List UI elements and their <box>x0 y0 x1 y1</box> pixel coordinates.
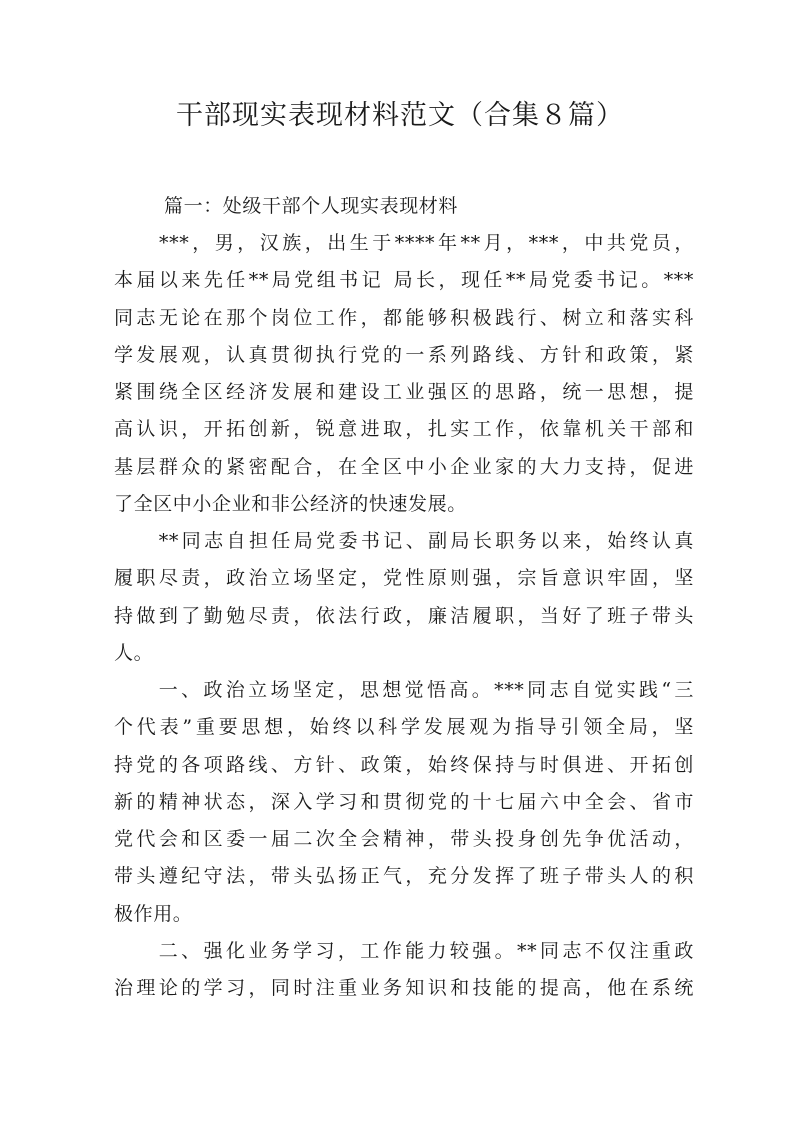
paragraph-line: 高认识，开拓创新，锐意进取，扎实工作，依靠机关干部和 <box>114 418 694 441</box>
paragraph-line: 个代表”重要思想，始终以科学发展观为指导引领全局，坚 <box>114 716 694 739</box>
paragraph-line: 极作用。 <box>114 902 193 925</box>
paragraph-line: 基层群众的紧密配合，在全区中小企业家的大力支持，促进 <box>114 455 694 478</box>
document-title: 干部现实表现材料范文（合集８篇） <box>176 100 624 131</box>
paragraph-line: 了全区中小企业和非公经济的快速发展。 <box>114 493 467 516</box>
paragraph-line: 持党的各项路线、方针、政策，始终保持与时俱进、开拓创 <box>114 753 694 776</box>
paragraph-line: 人。 <box>114 641 154 664</box>
paragraph-line: 学发展观，认真贯彻执行党的一系列路线、方针和政策，紧 <box>114 343 694 366</box>
paragraph-line: 带头遵纪守法，带头弘扬正气，充分发挥了班子带头人的积 <box>114 865 694 888</box>
paragraph-3 <box>114 672 694 933</box>
paragraph-line: 紧围绕全区经济发展和建设工业强区的思路，统一思想，提 <box>114 381 694 404</box>
paragraph-line: 持做到了勤勉尽责，依法行政，廉洁履职，当好了班子带头 <box>114 604 694 627</box>
paragraph-line: 二、强化业务学习，工作能力较强。**同志不仅注重政 <box>114 940 694 962</box>
paragraph-line: 本届以来先任**局党组书记 局长，现任**局党委书记。*** <box>114 269 694 292</box>
paragraph-line: 履职尽责，政治立场坚定，党性原则强，宗旨意识牢固，坚 <box>114 567 694 590</box>
paragraph-line: 同志无论在那个岗位工作，都能够积极践行、树立和落实科 <box>114 306 694 329</box>
paragraph-2 <box>114 523 694 672</box>
paragraph-line: 治理论的学习，同时注重业务知识和技能的提高，他在系统 <box>114 977 694 1000</box>
section-heading: 篇一：处级干部个人现实表现材料 <box>164 195 459 217</box>
paragraph-1 <box>114 225 694 523</box>
paragraph-line: 新的精神状态，深入学习和贯彻党的十七届六中全会、省市 <box>114 790 694 813</box>
paragraph-line: ***，男，汉族，出生于****年**月，***，中共党员， <box>114 232 694 254</box>
paragraph-line: 党代会和区委一届二次全会精神，带头投身创先争优活动， <box>114 828 694 851</box>
paragraph-line: 一、政治立场坚定，思想觉悟高。***同志自觉实践“三 <box>114 679 694 701</box>
paragraph-4 <box>114 933 694 1008</box>
paragraph-line: **同志自担任局党委书记、副局长职务以来，始终认真 <box>114 530 694 552</box>
